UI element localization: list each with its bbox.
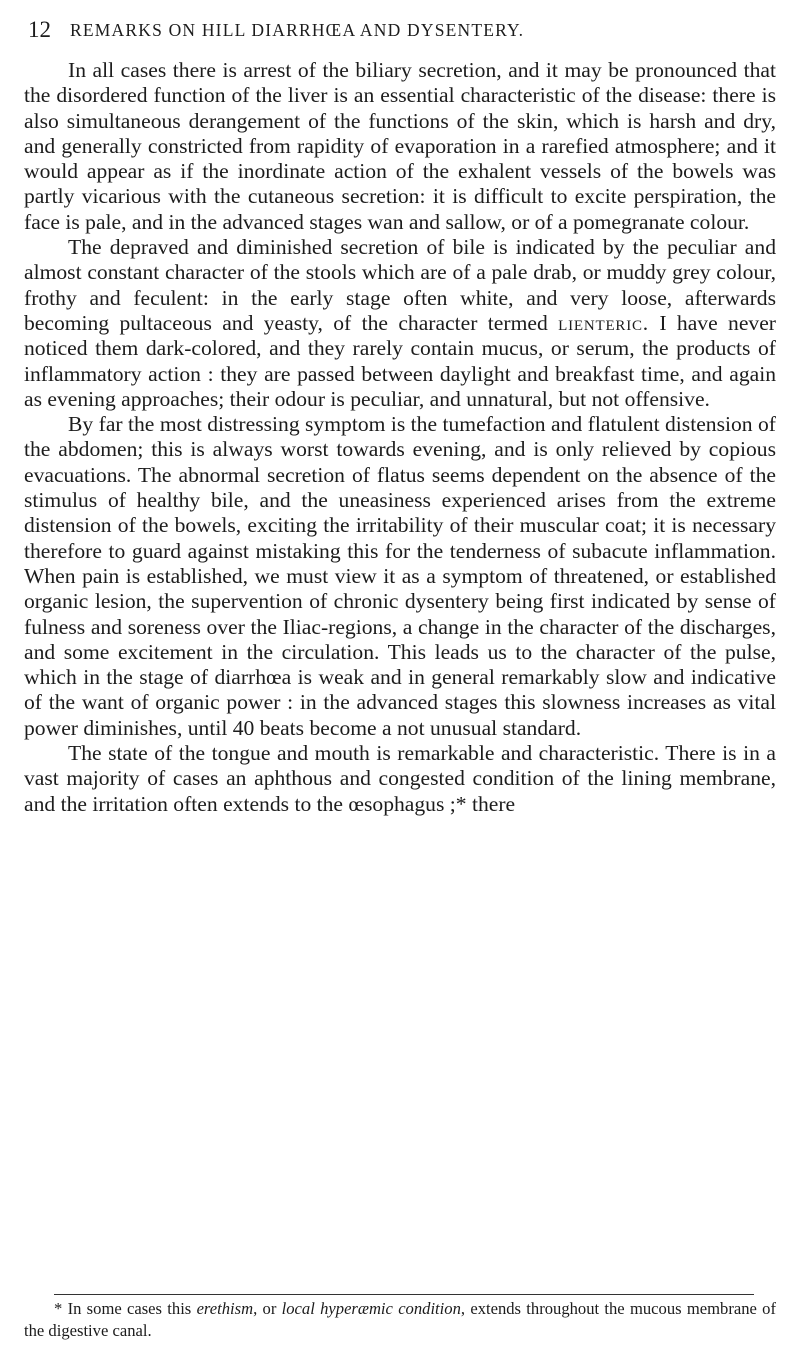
footnote-italic-term: erethism — [196, 1299, 254, 1318]
paragraph-text: The depraved and diminished secretion of bile is indicated by the peculiar and almost constant character of the stools which are of a pale drab, or muddy grey colour, frothy and feculent: in the early stage often white, and very loose, afterwards becoming pultaceous and yeasty, of the character termed — [24, 235, 776, 335]
paragraph-depraved-secretion — [24, 235, 776, 412]
footnote-text-part: , extends throughout the mucous membrane of the digestive canal. — [24, 1299, 776, 1340]
running-title: REMARKS ON HILL DIARRHŒA AND DYSENTERY. — [70, 20, 525, 40]
paragraph-tongue-and-mouth — [24, 741, 776, 817]
paragraph-biliary-secretion — [24, 58, 776, 235]
footnote-text-part: , or — [253, 1299, 282, 1318]
footnote — [24, 1298, 776, 1342]
paragraph-distressing-symptom — [24, 412, 776, 741]
paragraph-text: In all cases there is arrest of the biliary secretion, and it may be pronounced that the disordered function of the liver is an essential characteristic of the disease: there is also simultaneous derangement of the functions of the skin, which is harsh and dry, and generally constricted from rapidity of evaporation in a rarefied atmosphere; and it would appear as if the inordinate action of the exhalent vessels of the bowels was partly vicarious with the cutaneous secretion: it is difficult to excite perspiration, the face is pale, and in the advanced stages wan and sallow, or of a pomegranate colour. — [24, 58, 776, 234]
footnote-marker: * In some cases this — [54, 1299, 197, 1318]
paragraph-text: The state of the tongue and mouth is remarkable and characteristic. There is in a vast majority of cases an aphthous and congested condition of the lining membrane, and the irritation often extends to the œsophagus ;* there — [24, 741, 776, 816]
footnote-rule — [54, 1294, 754, 1295]
body-text — [24, 58, 776, 817]
footnote-italic-term: local hyperæmic condition — [281, 1299, 461, 1318]
page-number: 12 — [28, 17, 51, 42]
page-header — [24, 10, 776, 50]
small-caps-term: lienteric. — [558, 310, 650, 335]
footnote-text — [24, 1298, 776, 1342]
paragraph-text: I have never noticed them dark-colored, and they rarely contain mucus, or serum, the products of inflammatory action : they are passed between daylight and breakfast time, and again as evening approaches; their odour is peculiar, and unnatural, but not offensive. — [24, 310, 776, 411]
paragraph-text: By far the most distressing symptom is the tumefaction and flatulent distension of the abdomen; this is always worst towards evening, and is only relieved by copious evacuations. The abnormal secretion of flatus seems dependent on the absence of the stimulus of healthy bile, and the uneasiness experienced arises from the extreme distension of the bowels, exciting the irritability of their muscular coat; it is necessary therefore to guard against mistaking this for the tenderness of subacute inflammation. When pain is established, we must view it as a symptom of threatened, or established organic lesion, the supervention of chronic dysentery being first indicated by sense of fulness and soreness over the Iliac-regions, a change in the character of the discharges, and some excitement in the circulation. This leads us to the character of the pulse, which in the stage of diarrhœa is weak and in general remarkably slow and indicative of the want of organic power : in the advanced stages this slowness increases as vital power diminishes, until 40 beats become a not unusual standard. — [24, 412, 776, 740]
book-page — [24, 10, 776, 1350]
